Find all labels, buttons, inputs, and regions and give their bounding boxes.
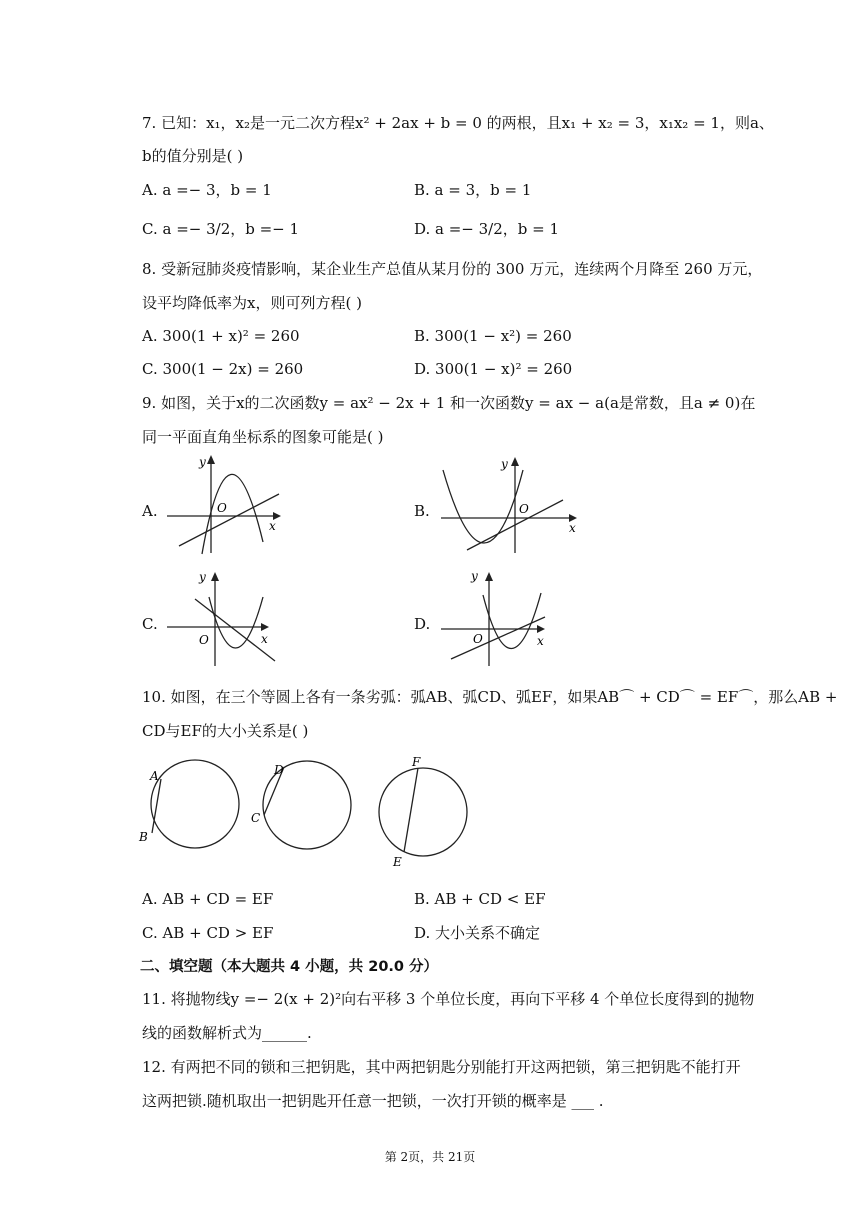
q9-graph-a [165, 450, 285, 555]
circle-ef [379, 768, 467, 856]
y-axis-label: y [501, 457, 508, 471]
parabola [443, 470, 523, 543]
q9-line1: 9. 如图，关于x的二次函数y = ax² − 2x + 1 和一次函数y = ax − a(a是常数，且a ≠ 0)在 [142, 394, 756, 412]
q9-graph-d [437, 563, 587, 668]
parabola [209, 597, 263, 648]
page-footer: 第 2页，共 21页 [384, 1150, 476, 1164]
q10-option-b: B. AB + CD < EF [414, 890, 546, 908]
origin-label: O [519, 502, 529, 516]
y-axis-arrow [211, 572, 219, 581]
x-axis-label: x [569, 521, 576, 535]
y-axis-label: y [471, 569, 478, 583]
point-a-label: A [150, 769, 159, 783]
q10-option-a: A. AB + CD = EF [142, 890, 274, 908]
origin-label: O [473, 632, 483, 646]
q8-line1: 8. 受新冠肺炎疫情影响，某企业生产总值从某月份的 300 万元，连续两个月降至 260 万元， [142, 260, 763, 278]
line [451, 617, 545, 659]
point-b-label: B [139, 830, 148, 844]
circle-ab [151, 760, 239, 848]
q11-line1: 11. 将抛物线y =− 2(x + 2)²向右平移 3 个单位长度，再向下平移 4 个单位长度得到的抛物 [142, 990, 755, 1008]
origin-label: O [217, 501, 227, 515]
q7-line2: b的值分别是( ) [142, 147, 244, 165]
q8-option-c: C. 300(1 − 2x) = 260 [142, 360, 304, 378]
q7-option-b: B. a = 3，b = 1 [414, 181, 532, 199]
point-e-label: E [393, 855, 402, 869]
q7-option-d: D. a =− 3/2，b = 1 [414, 220, 560, 238]
q9-label-b: B. [414, 502, 430, 520]
y-axis-arrow [207, 455, 215, 464]
point-f-label: F [412, 755, 421, 769]
q12-line2: 这两把锁.随机取出一把钥匙开任意一把锁，一次打开锁的概率是 ___ . [142, 1092, 604, 1110]
q7-option-c: C. a =− 3/2，b =− 1 [142, 220, 300, 238]
x-axis-label: x [261, 632, 268, 646]
q9-line2: 同一平面直角坐标系的图象可能是( ) [142, 428, 384, 446]
section-2-heading: 二、填空题（本大题共 4 小题，共 20.0 分） [140, 959, 439, 975]
q10-line1: 10. 如图，在三个等圆上各有一条劣弧：弧AB、弧CD、弧EF，如果AB⌒ + CD⌒ = EF⌒，那么AB + [142, 688, 838, 706]
x-axis-arrow [537, 625, 545, 633]
x-axis-label: x [537, 634, 544, 648]
q9-label-d: D. [414, 615, 431, 633]
q7-option-a: A. a =− 3，b = 1 [142, 181, 272, 199]
q11-line2: 线的函数解析式为______. [142, 1024, 312, 1042]
y-axis-arrow [485, 572, 493, 581]
y-axis-arrow [511, 457, 519, 466]
q10-line2: CD与EF的大小关系是( ) [142, 722, 309, 740]
q7-line1: 7. 已知：x₁，x₂是一元二次方程x² + 2ax + b = 0 的两根，且x₁ + x₂ = 3，x₁x₂ = 1，则a、 [142, 114, 774, 132]
q10-option-d: D. 大小关系不确定 [414, 924, 541, 942]
q9-label-a: A. [142, 502, 158, 520]
x-axis-arrow [261, 623, 269, 631]
q9-label-c: C. [142, 615, 158, 633]
y-axis-label: y [199, 570, 206, 584]
q10-option-c: C. AB + CD > EF [142, 924, 274, 942]
q8-option-a: A. 300(1 + x)² = 260 [142, 327, 300, 345]
point-d-label: D [274, 763, 284, 777]
y-axis-label: y [199, 455, 206, 469]
q8-line2: 设平均降低率为x，则可列方程( ) [142, 294, 362, 312]
origin-label: O [199, 633, 209, 647]
q12-line1: 12. 有两把不同的锁和三把钥匙，其中两把钥匙分别能打开这两把锁，第三把钥匙不能打开 [142, 1058, 741, 1076]
q10-circles-figure [135, 752, 480, 872]
x-axis-label: x [269, 519, 276, 533]
q9-graph-b [437, 450, 587, 555]
q9-graph-c [165, 563, 285, 668]
q8-option-d: D. 300(1 − x)² = 260 [414, 360, 573, 378]
chord-ef [404, 768, 418, 852]
point-c-label: C [251, 811, 261, 825]
q8-option-b: B. 300(1 − x²) = 260 [414, 327, 572, 345]
line [179, 494, 279, 546]
